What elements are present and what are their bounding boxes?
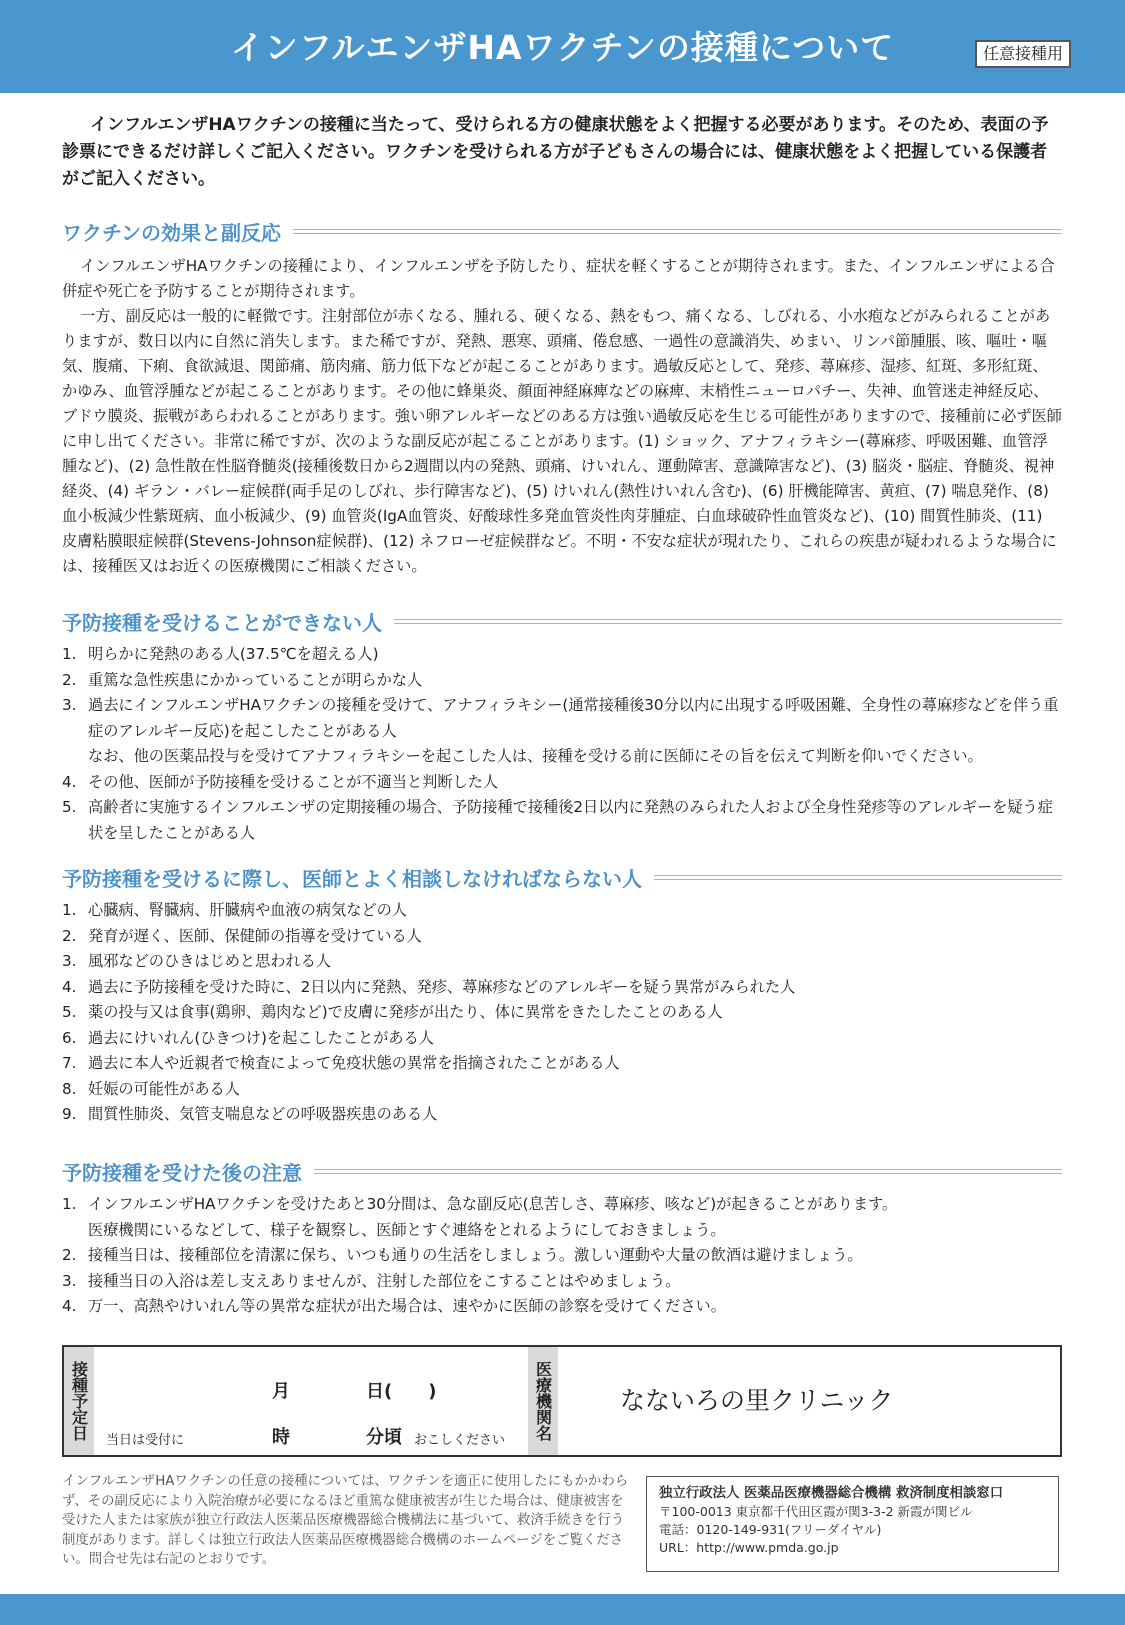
list-text: 重篤な急性疾患にかかっていることが明らかな人	[88, 670, 423, 689]
list-item	[62, 1269, 1062, 1295]
list-number: 1.	[62, 1195, 77, 1213]
list-item	[62, 668, 1062, 694]
effects-paragraph-1: インフルエンザHAワクチンの接種により、インフルエンザを予防したり、症状を軽くすることが期待されます。また、インフルエンザによる合併症や死亡を予防することが期待されます。	[62, 257, 1055, 300]
list-text: 過去に予防接種を受けた時に、2日以内に発熱、発疹、蕁麻疹などのアレルギーを疑う異常がみられた人	[88, 977, 796, 996]
after-heading	[62, 1156, 1062, 1186]
hour-label: 時	[272, 1427, 290, 1448]
list-item	[62, 1192, 1062, 1243]
contact-title: 独立行政法人 医薬品医療機器総合機構 救済制度相談窓口	[659, 1486, 1004, 1501]
list-item	[62, 770, 1062, 796]
list-number: 3.	[62, 696, 77, 714]
list-text: 接種当日は、接種部位を清潔に保ち、いつも通りの生活をしましょう。激しい運動や大量の飲酒は避けましょう。	[88, 1246, 863, 1264]
footer-bar	[0, 1594, 1125, 1625]
list-text: 間質性肺炎、気管支喘息などの呼吸器疾患のある人	[88, 1105, 438, 1123]
list-text: 風邪などのひきはじめと思われる人	[88, 952, 331, 970]
cannot-list	[62, 642, 1062, 846]
appointment-date-label: 接種予定日	[64, 1347, 94, 1455]
list-number: 7.	[62, 1054, 77, 1072]
list-number: 4.	[62, 977, 77, 996]
list-item	[62, 1000, 1062, 1026]
consult-heading	[62, 862, 1062, 892]
list-number: 4.	[62, 1297, 77, 1315]
list-item	[62, 1294, 1062, 1320]
list-item	[62, 1077, 1062, 1103]
list-item	[62, 924, 1062, 950]
heading-rule	[394, 619, 1062, 624]
day-label: 日( )	[366, 1381, 437, 1402]
after-title: 予防接種を受けた後の注意	[62, 1160, 302, 1185]
contact-box	[646, 1476, 1059, 1572]
effects-title: ワクチンの効果と副反応	[62, 220, 281, 245]
list-number: 3.	[62, 1271, 77, 1290]
list-text: 薬の投与又は食事(鶏卵、鶏肉など)で皮膚に発疹が出たり、体に異常をきたしたことのある人	[88, 1003, 723, 1021]
heading-rule	[314, 1169, 1062, 1174]
clinic-name-label: 医療機関名	[528, 1347, 558, 1455]
relief-system-footnote: インフルエンザHAワクチンの任意の接種については、ワクチンを適正に使用したにもかかわらず、その副反応により入院治療が必要になるほど重篤な健康被害が生じた場合は、健康被害を受けた人または家族が独立行政法人医薬品医療機器総合機構法に基づいて、救済手続きを行う制度があります。詳しくは独立行政法人医薬品医療機器総合機構のホームページをご覧ください。問合せ先は右記のとおりです。	[62, 1474, 629, 1567]
optional-vaccination-badge: 任意接種用	[975, 40, 1071, 68]
list-number: 4.	[62, 772, 77, 791]
list-text: 心臓病、腎臓病、肝臓病や血液の病気などの人	[88, 901, 407, 919]
list-number: 2.	[62, 926, 77, 945]
list-text: 発育が遅く、医師、保健師の指導を受けている人	[88, 926, 422, 945]
come-note: おこしください	[414, 1433, 506, 1448]
list-item	[62, 898, 1062, 924]
consult-list	[62, 898, 1062, 1128]
after-list	[62, 1192, 1062, 1320]
list-number: 5.	[62, 798, 77, 816]
list-number: 1.	[62, 645, 77, 663]
list-number: 9.	[62, 1105, 77, 1123]
effects-heading	[62, 216, 1062, 246]
list-text-note: 医療機関にいるなどして、様子を観察し、医師とすぐ連絡をとれるようにしておきましょう。	[88, 1220, 726, 1239]
list-text-main: 過去にインフルエンザHAワクチンの接種を受けて、アナフィラキシー(通常接種後30分以内に出現する呼吸困難、全身性の蕁麻疹などを伴う重症のアレルギー反応)を起こしたことがある人	[88, 696, 1059, 740]
list-text	[88, 693, 1062, 770]
list-number: 5.	[62, 1003, 77, 1021]
list-item	[62, 1026, 1062, 1052]
list-number: 2.	[62, 1246, 77, 1264]
cannot-title: 予防接種を受けることができない人	[62, 610, 382, 635]
appointment-box	[62, 1345, 1062, 1457]
list-item	[62, 975, 1062, 1001]
list-number: 1.	[62, 901, 77, 919]
list-number: 6.	[62, 1028, 77, 1047]
minute-label: 分頃	[366, 1427, 402, 1448]
list-text-note: なお、他の医薬品投与を受けてアナフィラキシーを起こした人は、接種を受ける前に医師にその旨を伝えて判断を仰いでください。	[88, 747, 983, 765]
list-text: 過去に本人や近親者で検査によって免疫状態の異常を指摘されたことがある人	[88, 1054, 620, 1072]
header-bar	[0, 0, 1125, 93]
list-text: 明らかに発熱のある人(37.5℃を超える人)	[88, 645, 379, 663]
list-number: 3.	[62, 952, 77, 970]
list-item	[62, 693, 1062, 770]
document-title: インフルエンザHAワクチンの接種について	[230, 28, 895, 67]
list-item	[62, 642, 1062, 668]
clinic-name: なないろの里クリニック	[620, 1386, 894, 1415]
list-text	[88, 1192, 1062, 1243]
heading-rule	[293, 229, 1062, 234]
list-text: 接種当日の入浴は差し支えありませんが、注射した部位をこすることはやめましょう。	[88, 1271, 681, 1290]
list-text: 妊娠の可能性がある人	[88, 1079, 240, 1098]
consult-title: 予防接種を受けるに際し、医師とよく相談しなければならない人	[62, 866, 642, 891]
list-text: 高齢者に実施するインフルエンザの定期接種の場合、予防接種で接種後2日以内に発熱のみられた人および全身性発疹等のアレルギーを疑う症状を呈したことがある人	[88, 798, 1053, 842]
list-text: 万一、高熱やけいれん等の異常な症状が出た場合は、速やかに医師の診察を受けてください。	[88, 1297, 726, 1315]
list-item	[62, 1243, 1062, 1269]
contact-address: 〒100-0013 東京都千代田区霞が関3-3-2 新霞が関ビル	[659, 1504, 973, 1519]
list-number: 8.	[62, 1079, 77, 1098]
contact-phone: 電話：0120-149-931(フリーダイヤル)	[659, 1522, 882, 1537]
list-item	[62, 1102, 1062, 1128]
month-label: 月	[272, 1381, 290, 1402]
list-text-main: インフルエンザHAワクチンを受けたあと30分間は、急な副反応(息苦しさ、蕁麻疹、咳など)が起きることがあります。	[88, 1195, 898, 1213]
list-text: 過去にけいれん(ひきつけ)を起こしたことがある人	[88, 1028, 434, 1047]
list-number: 2.	[62, 670, 77, 689]
list-item	[62, 795, 1062, 846]
list-item	[62, 949, 1062, 975]
cannot-heading	[62, 606, 1062, 636]
heading-rule	[654, 875, 1062, 880]
effects-paragraph-2: 一方、副反応は一般的に軽微です。注射部位が赤くなる、腫れる、硬くなる、熱をもつ、痛くなる、しびれる、小水疱などがみられることがありますが、数日以内に自然に消失します。また稀ですが、発熱、悪寒、頭痛、倦怠感、一過性の意識消失、めまい、リンパ節腫脹、咳、嘔吐・嘔気、腹痛、下痢、食欲減退、関節痛、筋肉痛、筋力低下などが起こることがあります。過敏反応として、発疹、蕁麻疹、湿疹、紅斑、多形紅斑、かゆみ、血管浮腫などが起こることがあります。その他に蜂巣炎、顔面神経麻痺などの麻痺、末梢性ニューロパチー、失神、血管迷走神経反応、ブドウ膜炎、振戦があらわれることがあります。強い卵アレルギーなどのある方は強い過敏反応を生じる可能性がありますので、接種前に必ず医師に申し出てください。非常に稀ですが、次のような副反応が起こることがあります。(1) ショック、アナフィラキシー(蕁麻疹、呼吸困難、血管浮腫など)、(2) 急性散在性脳脊髄炎(接種後数日から2週間以内の発熱、頭痛、けいれん、運動障害、意識障害など)、(3) 脳炎・脳症、脊髄炎、視神経炎、(4) ギラン・バレー症候群(両手足のしびれ、歩行障害など)、(5) けいれん(熱性けいれん含む)、(6) 肝機能障害、黄疸、(7) 喘息発作、(8) 血小板減少性紫斑病、血小板減少、(9) 血管炎(IgA血管炎、好酸球性多発血管炎性肉芽腫症、白血球破砕性血管炎など)、(10) 間質性肺炎、(11) 皮膚粘膜眼症候群(Stevens-Johnson症候群)、(12) ネフローゼ症候群など。不明・不安な症状が現れたり、これらの疾患が疑われるような場合には、接種医又はお近くの医療機関にご相談ください。	[62, 307, 1062, 575]
list-text: その他、医師が予防接種を受けることが不適当と判断した人	[88, 772, 499, 791]
intro-paragraph: インフルエンザHAワクチンの接種に当たって、受けられる方の健康状態をよく把握する必要があります。そのため、表面の予診票にできるだけ詳しくご記入ください。ワクチンを受けられる方が子どもさんの場合には、健康状態をよく把握している保護者がご記入ください。	[62, 115, 1049, 189]
reception-note: 当日は受付に	[106, 1433, 185, 1448]
list-item	[62, 1051, 1062, 1077]
contact-url: URL：http://www.pmda.go.jp	[659, 1540, 839, 1555]
